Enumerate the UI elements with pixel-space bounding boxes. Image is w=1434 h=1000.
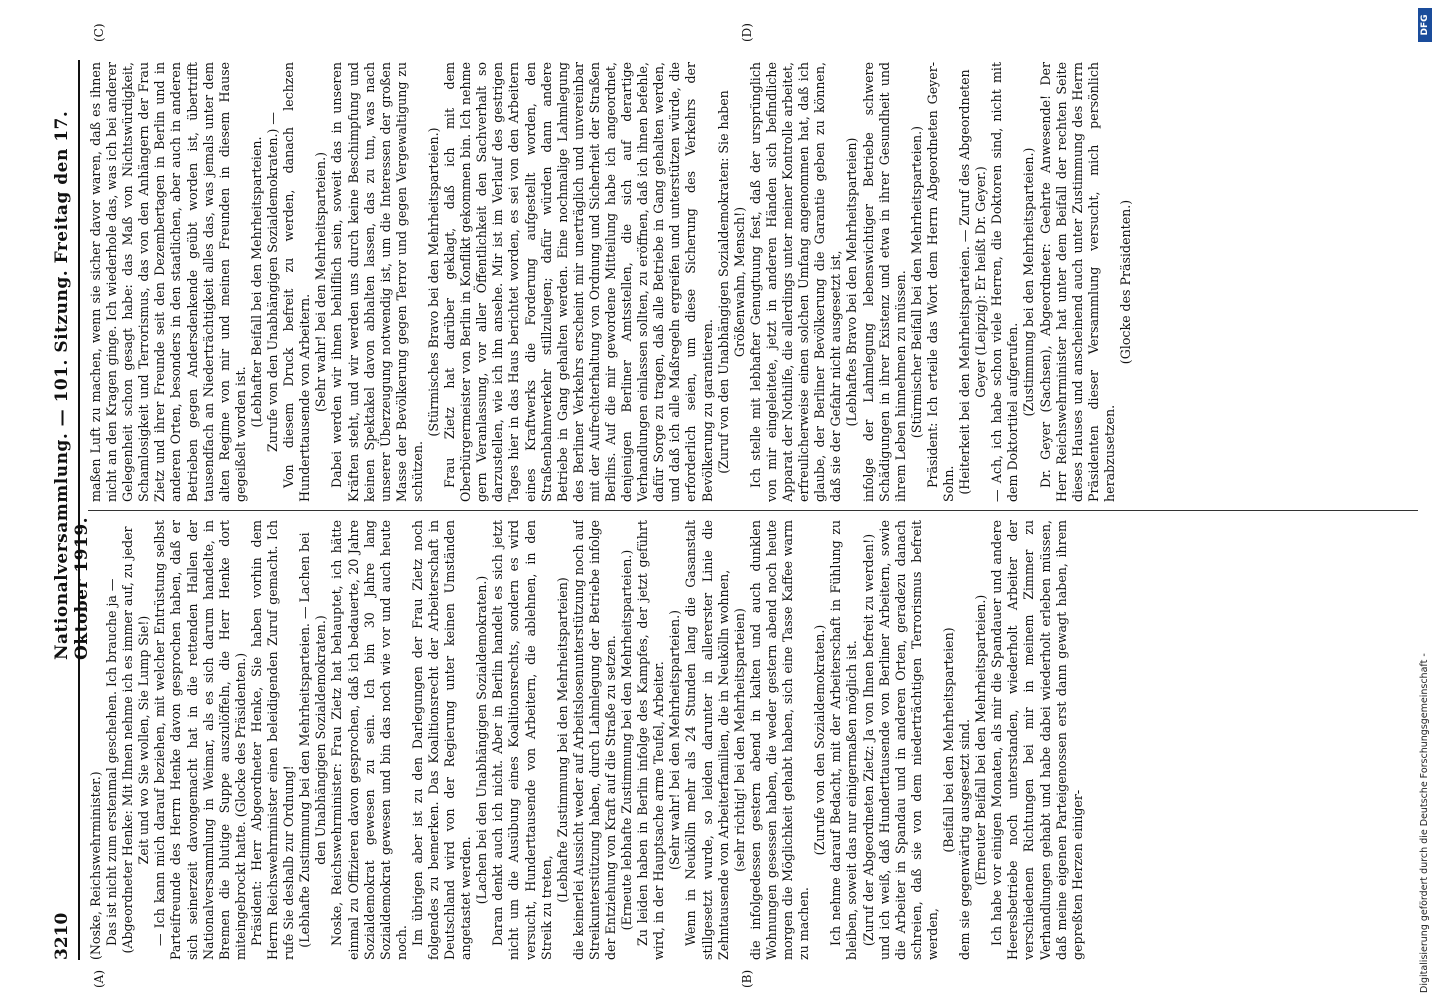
interjection: (Stürmischer Beifall bei den Mehrheitsparteien.): [908, 125, 924, 439]
paragraph: infolge der Lahmlegung lebenswichtiger Betriebe schwere Schädigungen in ihrer Existenz und etwa in ihrer Gesundheit und ihrem Leben hinnehmen zu müssen.: [860, 62, 908, 502]
paragraph: Ich habe vor einigen Monaten, als mir die Spandauer und andere Heeresbetriebe noch unterstanden, wiederholt Arbeiter der verschiedenen Richtungen bei mir in meinem Zimmer zu Verhandlungen gehabt und habe dabei wiederholt erleben müssen, daß meine eigenen Parteigenossen erst dann gewagt haben, ihrem gepreßten Herzen einiger-: [989, 520, 1085, 960]
dfg-logo: [1418, 8, 1432, 42]
paragraph: Frau Zietz hat darüber geklagt, daß ich mit dem Oberbürgermeister von Berlin in Konflikt gekommen bin. Ich nehme gern Veranlassung, vor aller Öffentlichkeit den Sachverhalt so darzustellen, wie ich ihn ansehe. Mir ist im Verlauf des gestrigen Tages hier in das Haus berichtet worden, es sei von den Arbeitern eines Kraftwerks die Forderung aufgestellt worden, den Straßenbahnverkehr stillzulegen; dafür würden dann andere Betriebe in Gang gehalten werden. Eine nochmalige Lahmlegung des Berliner Verkehrs erscheint mir unerträglich und unvereinbar mit der Aufrechterhaltung von Ordnung und Sicherheit der Straßen Berlins. Auf die mir gewordene Mitteilung habe ich angeordnet, denjenigen Berliner Amtsstellen, die sich auf derartige Verhandlungen einlassen sollten, zu eröffnen, daß ich ihnen befehle, dafür Sorge zu tragen, daß alle Betriebe in Gang gehalten werden, und daß ich alle Maßregeln ergreifen und unterstützen würde, die erforderlich seien, um diese Sicherung des Verkehrs der Bevölkerung zu garantieren.: [442, 62, 715, 502]
interjection: (Erneute lebhafte Zustimmung bei den Mehrheitsparteien.): [619, 549, 635, 931]
paragraph: — Ach, ich habe schon viele Herren, die Doktoren sind, nicht mit dem Doktortitel aufgerufen.: [989, 62, 1021, 502]
margin-marker-d: (D): [740, 23, 754, 42]
interjection: (Zurufe von den Sozialdemokraten.): [812, 624, 828, 856]
column-divider: [88, 510, 1418, 511]
margin-marker-b: (B): [740, 969, 754, 988]
interjection: (Lachen bei den Unabhängigen Sozialdemokraten.): [474, 575, 490, 905]
interjection: (sehr richtig! bei den Mehrheitsparteien): [731, 608, 747, 872]
interjection: (Sehr wahr! bei den Mehrheitsparteien.): [667, 610, 683, 870]
paragraph: die keinerlei Aussicht weder auf Arbeitslosenunterstützung noch auf Streikunterstützung haben, durch Lahmlegung der Betriebe infolge der Entziehung von Kraft auf die Straße zu setzen.: [570, 520, 618, 960]
running-header: [48, 60, 92, 960]
interjection: (Lebhaftes Bravo bei den Mehrheitsparteien): [844, 137, 860, 427]
paragraph: und ich weiß, daß Hunderttausende von Berliner Arbeitern, sowie die Arbeiter in Spandau und in anderen Orten, geradezu danach schreien, daß sie von dem niederträchtigen Terrorismus befreit werden,: [876, 520, 940, 960]
paragraph: Von diesem Druck befreit zu werden, danach lechzen Hunderttausende von Arbeitern.: [281, 62, 313, 502]
paragraph: Ich stelle mit lebhafter Genugtuung fest, daß der ursprünglich von mir eingeleitete, jetzt in anderen Händen sich befindliche Apparat der Nothilfe, die allerdings unter meiner Kontrolle arbeitet, erfreulicherweise einen solchen Umfang angenommen hat, daß ich glaube, der Berliner Bevölkerung die Garantie geben zu können, daß sie der Gefahr nicht ausgesetzt ist,: [747, 62, 844, 502]
paragraph: Das ist nicht zum erstenmal geschehen. Ich brauche ja —: [104, 578, 120, 946]
digitization-note: Digitalisierung gefördert durch die Deutsche Forschungsgemeinschaft -: [1419, 653, 1430, 993]
margin-marker-c: (C): [92, 23, 106, 42]
paragraph: Wenn in Neukölln mehr als 24 Stunden lang die Gasanstalt stillgesetzt wurde, so leiden darunter in allererster Linie die Zehntausende von Arbeiterfamilien, die in Neukölln wohnen,: [683, 520, 731, 960]
speaker-line: (Noske, Reichswehrminister.): [88, 771, 103, 960]
interjection: (Sehr wahr! bei den Mehrheitsparteien.): [313, 152, 329, 412]
paragraph: Noske, Reichswehrminister: Frau Zietz hat behauptet, ich hätte einmal zu Offizieren davon gesprochen, daß ich bedauerte, 20 Jahre Sozialdemokrat gewesen zu sein. Ich bin 30 Jahre lang Sozialdemokrat gewesen und bin das noch wie vor und auch heute noch.: [329, 520, 409, 960]
interjection: (Lebhafte Zustimmung bei den Mehrheitsparteien): [554, 577, 570, 903]
interjection: (Stürmisches Bravo bei den Mehrheitsparteien.): [425, 127, 441, 437]
interjection: (Lebhafter Beifall bei den Mehrheitsparteien.: [248, 136, 264, 428]
paragraph: Im übrigen aber ist zu den Darlegungen der Frau Zietz noch folgendes zu bemerken. Das Koalitionsrecht der Arbeiterschaft in Deutschland wird von der Regierung unter keinen Umständen angetastet werden.: [409, 520, 474, 960]
interjection: (Zuruf von den Unabhängigen Sozialdemokraten: Sie haben Größenwahn, Mensch!): [715, 90, 747, 474]
interjection: (Erneuter Beifall bei den Mehrheitsparteien.): [973, 594, 989, 886]
left-text-column: [88, 520, 1418, 960]
paragraph: maßen Luft zu machen, wenn sie sicher davor waren, daß es ihnen nicht an den Kragen ginge. Ich wiederhole das, was ich bei anderer Gelegenheit schon gesagt habe: das Maß von Nichtswürdigkeit, Schamlosigkeit und Terrorismus, das von den Anhängern der Frau Zietz und ihrer Freunde seit den Dezembertagen in Berlin und in anderen Orten, besonders in den staatlichen, aber auch in anderen Betrieben gegen Andersdenkende geübt worden ist, übertrifft tausendfach an Niederträchtigkeit alles das, was jemals unter dem alten Regime von mir und meinen Freunden in diesem Hause gegeißelt worden ist.: [88, 62, 248, 502]
interjection: Zurufe von den Unabhängigen Sozialdemokraten.) —: [265, 111, 281, 453]
paragraph: Dabei werden wir ihnen behilflich sein, soweit das in unseren Kräften steht, und wir werden uns durch keine Beschimpfung und keinen Spektakel davon abhalten lassen, das zu tun, was nach unserer Überzeugung notwendig ist, um die Interessen der großen Masse der Bevölkerung gegen Terror und gegen Vergewaltigung zu schützen.: [329, 62, 425, 502]
running-title: Nationalversammlung. — 101. Sitzung. Freitag den 17. Oktober 1919.: [52, 110, 92, 660]
paragraph: Dr. Geyer (Sachsen), Abgeordneter: Geehrte Anwesende! Der Herr Reichswehrminister hat unter dem Beifall der rechten Seite dieses Hauses und anscheinend auch unter Zustimmung des Herrn Präsidenten dieser Versammlung versucht, mich persönlich herabzusetzen.: [1037, 62, 1117, 502]
interjection: (Heiterkeit bei den Mehrheitsparteien. — Zuruf des Abgeordneten Geyer (Leipzig): Er heißt Dr. Geyer.): [957, 69, 989, 495]
paragraph: die infolgedessen gestern abend in kalten und auch dunklen Wohnungen gesessen haben, die weder gestern abend noch heute morgen die Möglichkeit gehabt haben, sich eine Tasse Kaffee warm zu machen.: [747, 520, 812, 960]
interjection: (Beifall bei den Mehrheitsparteien): [940, 627, 956, 853]
digitization-credit: [1418, 8, 1432, 993]
interjection: (Zuruf der Abgeordneten Zietz: Ja von Ihnen befreit zu werden!): [860, 533, 876, 947]
paragraph: Zu leiden haben in Berlin infolge des Kampfes, der jetzt geführt wird, in der Hauptsache arme Teufel, Arbeiter.: [635, 520, 667, 960]
interjection: (Lebhafte Zustimmung bei den Mehrheitsparteien. — Lachen bei den Unabhängigen Sozialdemokraten.): [297, 532, 329, 948]
paragraph: Ich nehme darauf Bedacht, mit der Arbeiterschaft in Fühlung zu bleiben, soweit das nur einigermaßen möglich ist.: [828, 520, 860, 960]
paragraph: Daran denkt auch ich nicht. Aber in Berlin handelt es sich jetzt nicht um die Ausübung eines Koalitionsrechts, sondern es wird versucht, Hunderttausende von Arbeitern, die ablehnen, in den Streik zu treten,: [490, 520, 554, 960]
interjection: (Glocke des Präsidenten.): [1118, 199, 1133, 365]
paragraph: — Ich kann mich darauf beziehen, mit welcher Entrüstung selbst Parteifreunde des Herrn Henke davon gesprochen haben, daß er sich seinerzeit davongemacht hat in die rettenden Hallen der Nationalversammlung in Weimar, als es sich darum handelte, in Bremen die blutige Suppe auszulöffeln, die Herr Henke dort miteingebrockt hatte. (Glocke des Präsidenten.): [152, 520, 248, 960]
right-text-column: [88, 62, 1418, 502]
paragraph: Präsident: Ich erteile das Wort dem Herrn Abgeordneten Geyer-Sohn.: [924, 62, 956, 502]
interjection: (Abgeordneter Henke: Mit Ihnen nehme ich es immer auf, zu jeder Zeit und wo Sie wollen, Sie Lump Sie!): [120, 526, 152, 954]
paragraph: Präsident: Herr Abgeordneter Henke, Sie haben vorhin dem Herrn Reichswehrminister einen beleidigenden Zuruf gemacht. Ich rufe Sie deshalb zur Ordnung!: [248, 520, 297, 960]
paragraph: dem sie gegenwärtig ausgesetzt sind.: [957, 719, 973, 960]
dfg-logo-text: DFG: [1420, 14, 1430, 36]
margin-marker-a: (A): [92, 969, 106, 988]
page-number: 3210: [52, 912, 72, 960]
interjection: (Zustimmung bei den Mehrheitsparteien.): [1021, 147, 1037, 417]
